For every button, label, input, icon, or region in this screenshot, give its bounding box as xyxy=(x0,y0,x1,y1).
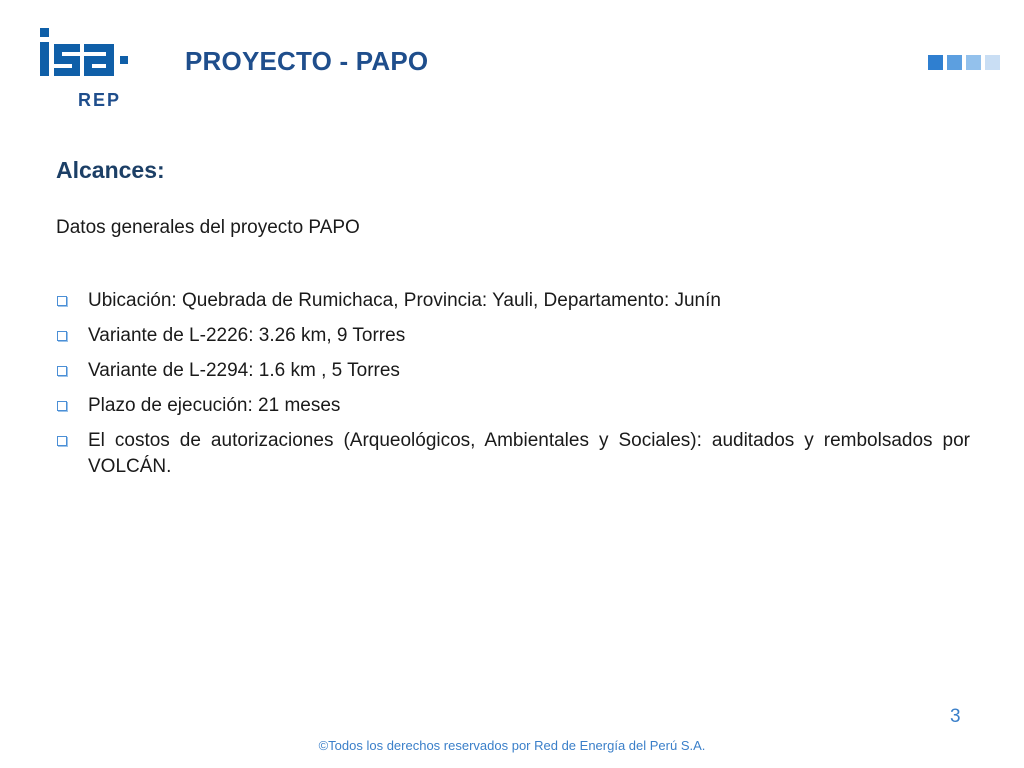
bullet-list xyxy=(56,288,970,489)
company-logo xyxy=(36,26,158,116)
section-heading: Alcances: xyxy=(56,157,165,183)
isa-logo-icon xyxy=(36,26,158,116)
bullet-text: El costos de autorizaciones (Arqueológicos, Ambientales y Sociales): auditados y rembolsados por VOLCÁN. xyxy=(88,430,970,477)
bullet-text: Variante de L-2294: 1.6 km , 5 Torres xyxy=(88,360,400,381)
intro-text: Datos generales del proyecto PAPO xyxy=(56,217,360,238)
bullet-item xyxy=(56,393,970,419)
bullet-item xyxy=(56,288,970,314)
square-3 xyxy=(966,55,981,70)
checkbox-bullet-icon xyxy=(57,331,67,341)
bullet-item xyxy=(56,428,970,480)
square-4 xyxy=(985,55,1000,70)
square-1 xyxy=(928,55,943,70)
page-number: 3 xyxy=(950,706,961,727)
checkbox-bullet-icon xyxy=(57,401,67,411)
bullet-item xyxy=(56,323,970,349)
copyright-footer: ©Todos los derechos reservados por Red de Energía del Perú S.A. xyxy=(318,738,706,753)
logo-subtext: REP xyxy=(78,90,122,110)
square-2 xyxy=(947,55,962,70)
decorative-squares xyxy=(928,55,1000,70)
checkbox-bullet-icon xyxy=(57,436,67,446)
bullet-item xyxy=(56,358,970,384)
checkbox-bullet-icon xyxy=(57,366,67,376)
bullet-text: Variante de L-2226: 3.26 km, 9 Torres xyxy=(88,325,406,346)
bullet-text: Ubicación: Quebrada de Rumichaca, Provincia: Yauli, Departamento: Junín xyxy=(88,290,721,311)
bullet-text: Plazo de ejecución: 21 meses xyxy=(88,395,341,416)
checkbox-bullet-icon xyxy=(57,296,67,306)
slide-title: PROYECTO - PAPO xyxy=(185,46,429,76)
